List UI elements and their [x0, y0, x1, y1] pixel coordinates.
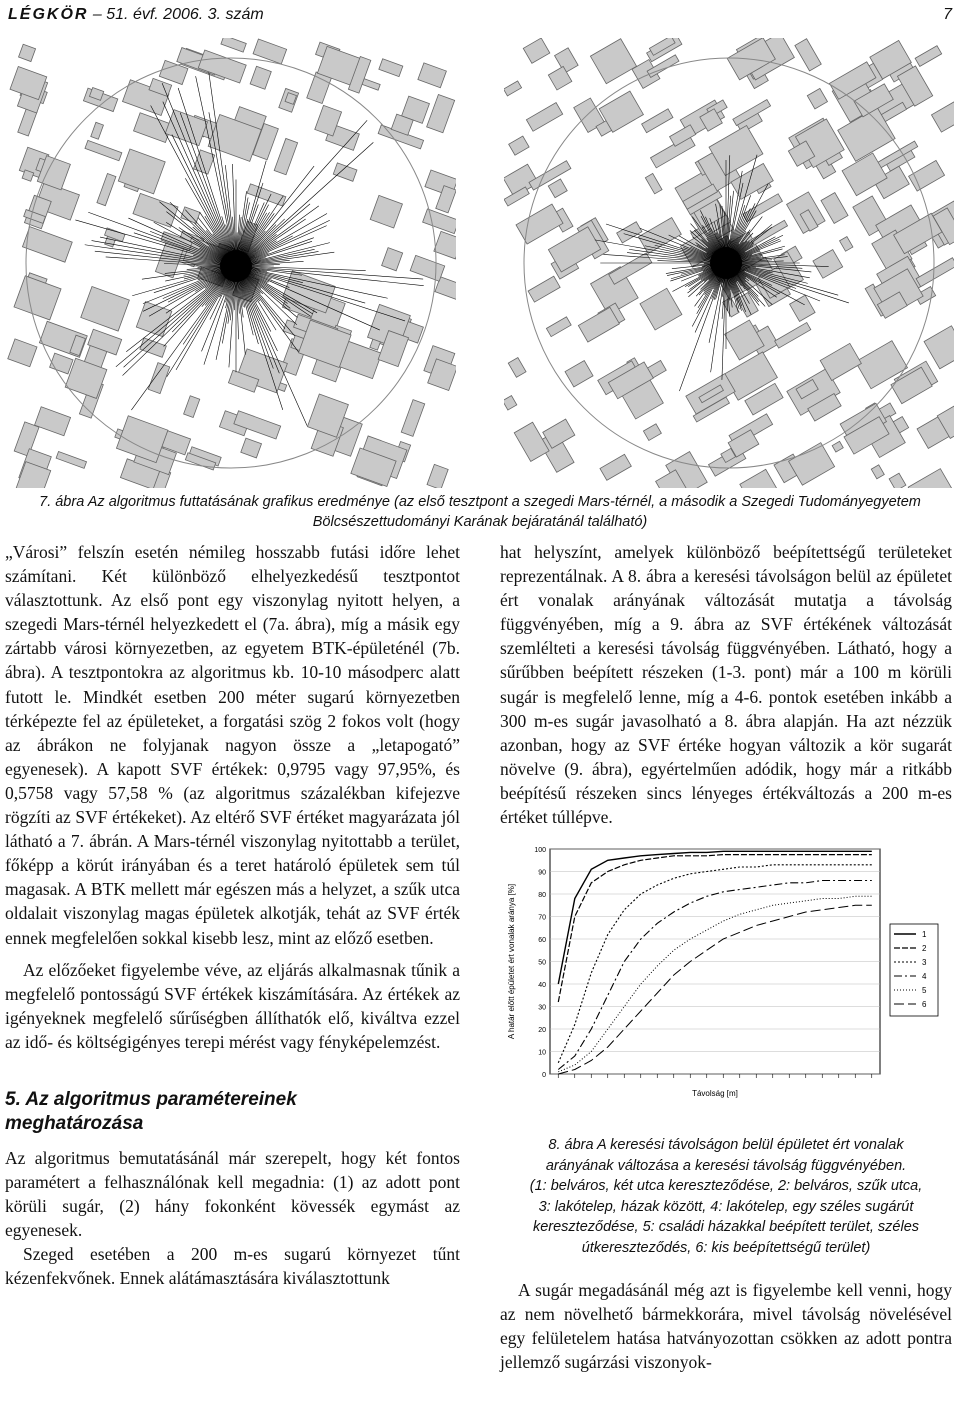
legend-label: 6 [922, 1000, 927, 1010]
building [737, 293, 759, 317]
building [640, 288, 682, 330]
legend-label: 3 [922, 958, 927, 968]
building [19, 44, 36, 61]
section-heading [5, 1088, 460, 1136]
figure-8-caption [500, 1135, 952, 1258]
paragraph: Szeged esetében a 200 m-es sugarú környezet tűnt kézenfekvőnek. Ennek alátámasztására kiválasztottunk [5, 1244, 460, 1289]
building [134, 113, 172, 143]
building [382, 248, 403, 271]
building [91, 122, 104, 139]
building [740, 469, 784, 488]
y-tick-label: 70 [538, 914, 546, 922]
building [423, 209, 456, 234]
building [184, 396, 200, 418]
y-tick-label: 100 [534, 847, 546, 855]
paragraph: „Városi” felszín esetén némileg hosszabb futási időre lehet számítani. Két különböző elhelyezkedésű tesztpontot választottunk. Az első pont egy viszonylag nyitott helyen, a szegedi Mars-térnél helyezkedett el (7a. ábra), míg a másik egy zártabb városi környezetben, az egyetem BTK-épületénél (7b. ábra). A tesztpontokra az algoritmus kb. 10-10 másodperc alatt futott le. Mindkét esetben 200 méter sugarú környezetben térképezte fel az épületeket, a forgatási szög 2 fokos volt (hogy az ábrákon ne folyjanak nagyon össze a „letapogató” egyenesek). A kapott SVF értékek: 0,9795 vagy 97,95%, és 0,5758 vagy 57,58 % (az algoritmus százalékban kifejezve rögzíti az SVF értékeket). Az eltérő SVF értéket magyarázata jól látható a 7. ábrán. A Mars-térnél viszonylag nyitottabb a terület, főképp a körút irányában és a teret határoló épületek sem túl magasak. A BTK mellett már egészen más a helyzet, a szűk utca oldalait viszonylag magas épületek alkotják, tehát az SVF érték ennek megfelelően sokkal kisebb lesz, mint az előző esetben. [5, 542, 460, 948]
building [813, 250, 843, 279]
scan-ray [236, 166, 314, 266]
figure-8-caption-line: kereszteződése, 5: családi házakkal beépített terület, széles [532, 1219, 920, 1236]
building [148, 363, 170, 394]
building [221, 38, 246, 52]
building [832, 441, 843, 452]
building [642, 109, 673, 133]
building [509, 136, 529, 155]
building [516, 204, 563, 244]
scan-ray [209, 72, 236, 266]
building [526, 103, 562, 132]
y-tick-label: 30 [538, 1004, 546, 1012]
building [807, 88, 827, 108]
scan-ray [679, 263, 726, 391]
building [427, 94, 455, 132]
test-point [220, 250, 252, 282]
building [908, 469, 952, 488]
paragraph: hat helyszínt, amelyek különböző beépítettségű területeket reprezentálnak. A 8. ábra a keresési távolságon belül az épületet ért vonalak arányának változását mutatja a távolság függvényében, míg a 9. ábra az SVF értékének változását szemlélteti a keresési távolság függvényében. Látható, hogy a sűrűbben beépített részeken (1-3. pont) már a 100 m körüli sugár is megfelelő lenne, míg a 4-6. pontok esetében inkább a 300 m-es sugár javasolható a 8. ábra alapján. Ha azt nézzük azonban, hogy az SVF értéke hogyan változik a kör sugarát növelve (9. ábra), egyértelműen adódik, hogy már a ritkább beépítésű részeken sincs lényeges értékváltozás a 200 m-es értéket túllépve. [500, 542, 952, 828]
map-7a-mars-ter [6, 38, 456, 488]
building [821, 193, 848, 224]
figure-8-caption-line: arányának változása a keresési távolság függvényében. [545, 1157, 907, 1174]
building [617, 222, 642, 243]
legend-label: 4 [922, 972, 927, 982]
figure-7-caption [20, 492, 940, 532]
building [85, 140, 122, 160]
building [401, 400, 425, 437]
journal-name: LÉGKÖR [8, 6, 89, 23]
building [725, 320, 765, 360]
building [789, 443, 835, 486]
building [56, 452, 86, 469]
y-axis-label: A határ előtt épületet ért vonalak aránya [%] [507, 884, 516, 1040]
building [274, 138, 297, 174]
building [600, 454, 631, 480]
building [370, 195, 402, 228]
building [418, 63, 447, 88]
figure-7-caption-line1: 7. ábra Az algoritmus futtatásának grafikus eredménye (az első tesztpont a szegedi Mars-térnél, a második a Szegedi Tudományegyetem [39, 494, 921, 510]
scan-ray [236, 142, 373, 266]
section-heading-line2: meghatározása [5, 1112, 144, 1134]
paragraph: A sugár megadásánál még azt is figyelembe kell venni, hogy az nem növelhető bármekkorára, mivel távolság növelésével egy felületelem hatása hatványozottan csökken az adott pontra jellemző sugárzási viszonyok- [500, 1280, 952, 1373]
building [645, 173, 662, 193]
building [638, 218, 681, 254]
y-tick-label: 10 [538, 1049, 546, 1057]
building [97, 174, 116, 206]
building [775, 323, 811, 349]
map-7b-btk [504, 38, 954, 488]
building [250, 66, 271, 89]
building [504, 81, 522, 96]
paragraph: Az előzőeket figyelembe véve, az eljárás alkalmasnak tűnik a megfelelő pontosságú SVF értékek kiszámítására. Az értékek az igényeknek megfelelő sűrűségben állíthatók elő, kiváltva ezzel az idő- és költségigényes terepi mérést vagy fényképelemzést. [5, 959, 460, 1052]
building [133, 193, 178, 227]
building [8, 339, 37, 367]
figure-7-caption-line2: Bölcsészettudományi Karának bejáratánál található) [312, 514, 648, 530]
building [35, 407, 71, 436]
building [379, 59, 403, 77]
x-axis-label: Távolság [m] [692, 1089, 738, 1099]
building [410, 255, 445, 281]
scan-ray [131, 266, 236, 410]
left-column [5, 540, 460, 1291]
building [528, 276, 560, 302]
building [333, 163, 357, 181]
building [931, 95, 954, 132]
building [916, 258, 954, 287]
legend-label: 5 [922, 986, 927, 996]
y-tick-label: 50 [538, 959, 546, 967]
building [514, 422, 549, 461]
figure-8-caption-line: 8. ábra A keresési távolságon belül épületet ért vonalak [548, 1137, 904, 1154]
figure-8-svg [500, 841, 952, 1121]
y-tick-label: 40 [538, 982, 546, 990]
building [241, 438, 262, 458]
paragraph: Az algoritmus bemutatásánál már szerepelt, hogy két fontos paramétert a felhasználónak kell megadnia: (1) az adott pont körüli sugár, (2) hány fokonként kövessék egymást az egyenesek. [5, 1147, 460, 1241]
building [565, 361, 593, 387]
building [50, 353, 73, 374]
legend-label: 1 [922, 930, 927, 940]
building [889, 473, 906, 488]
running-header [8, 6, 952, 28]
building [924, 326, 954, 369]
journal-issue [8, 6, 264, 24]
building [871, 465, 884, 479]
y-tick-label: 20 [538, 1027, 546, 1035]
figure-8-caption-line: 3: lakótelep, házak között, 4: lakótelep, egy széles sugárút [538, 1198, 914, 1215]
building [743, 194, 783, 222]
legend-box [890, 924, 938, 1016]
building [504, 396, 517, 410]
y-tick-label: 90 [538, 869, 546, 877]
right-column [500, 540, 952, 1375]
figure-8-caption-line: (1: belváros, két utca kereszteződése, 2: belváros, szűk utca, [529, 1178, 923, 1195]
building [795, 39, 821, 71]
figure-8-caption-line: útkereszteződés, 6: kis beépítettségű terület) [581, 1239, 871, 1256]
building [590, 39, 636, 84]
building [643, 424, 661, 441]
issue-info: – 51. évf. 2006. 3. szám [92, 6, 264, 23]
building [247, 184, 286, 206]
building [546, 317, 571, 337]
building [434, 231, 456, 259]
section-heading-line1: 5. Az algoritmus paramétereinek [5, 1088, 297, 1110]
y-tick-label: 0 [542, 1072, 546, 1080]
figure-8-chart [500, 841, 952, 1121]
building [915, 46, 942, 67]
building [136, 302, 172, 337]
y-tick-label: 60 [538, 937, 546, 945]
building [81, 286, 130, 331]
building [548, 179, 567, 198]
building [523, 38, 550, 63]
building [427, 464, 448, 488]
building [14, 276, 61, 320]
building [840, 237, 853, 252]
page-number: 7 [943, 6, 952, 23]
y-tick-label: 80 [538, 892, 546, 900]
building [22, 227, 72, 263]
building [193, 150, 214, 174]
building [165, 110, 207, 146]
building [508, 358, 526, 378]
legend-label: 2 [922, 944, 927, 954]
test-point [710, 247, 742, 279]
figure-7-maps [0, 38, 960, 488]
